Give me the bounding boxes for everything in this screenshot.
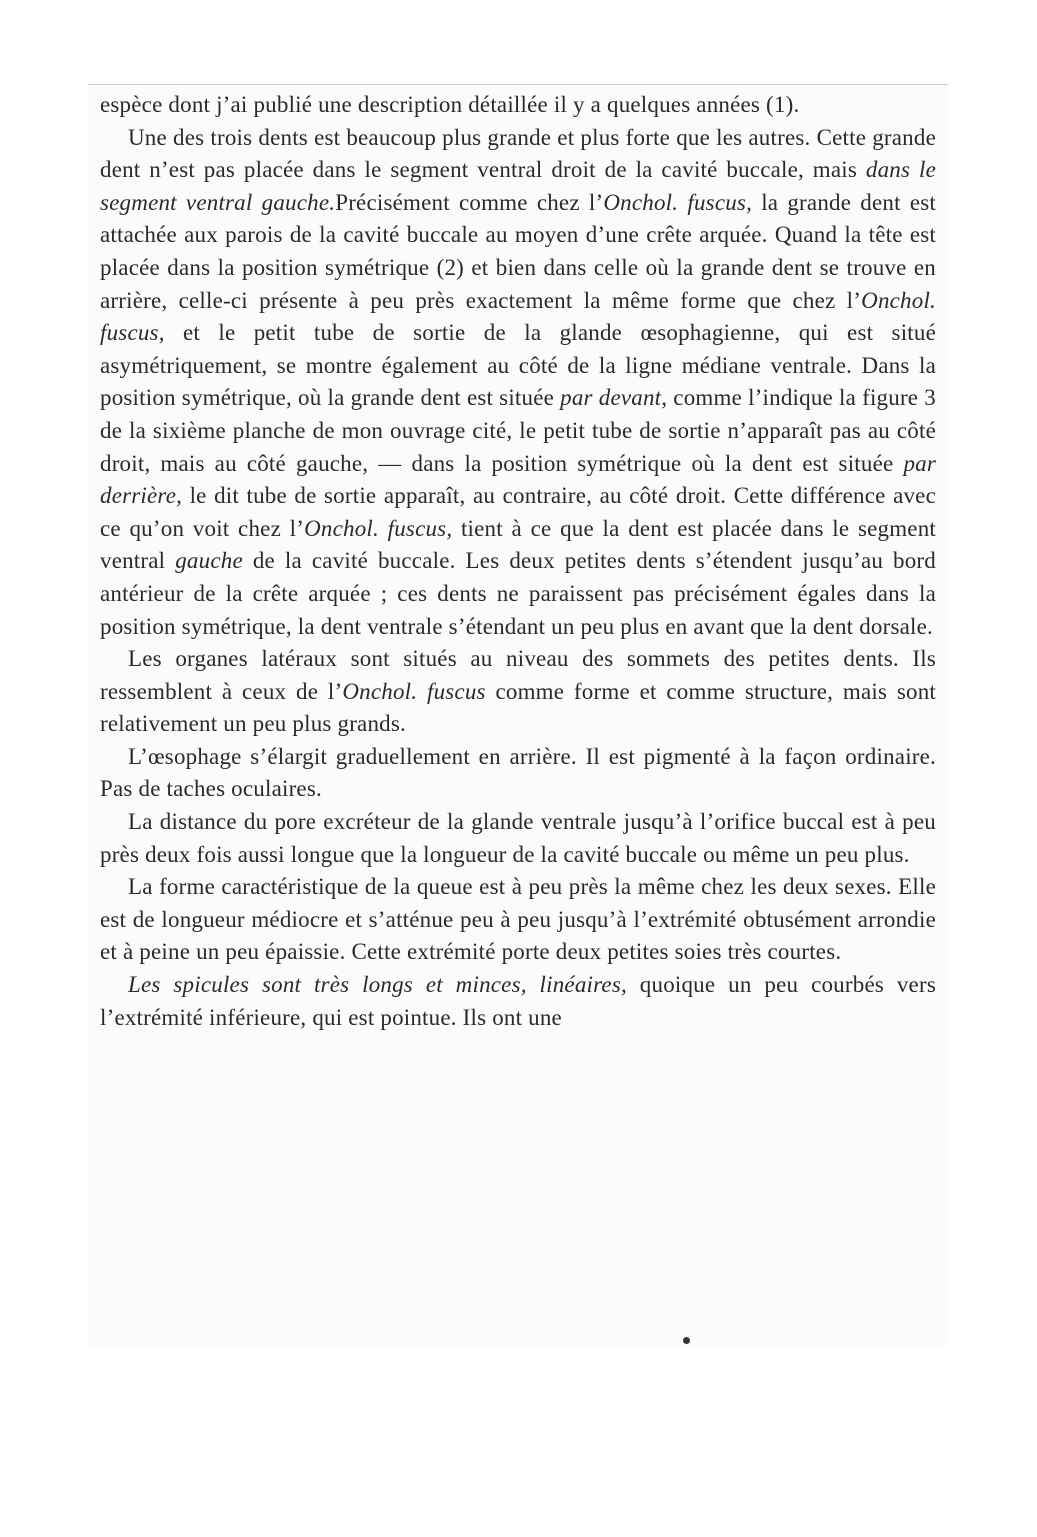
paragraph — [100, 806, 936, 871]
italic-text: gauche — [175, 548, 243, 574]
text-run: Une des trois dents est beaucoup plus grande et plus forte que les autres. Cette grande dent n’est pas placée dans le segment ventral droit de la cavité buccale, mais — [100, 124, 936, 183]
text-run: et le petit tube de sortie de la glande œsophagienne, qui est situé asymétriquement, se montre également au côté de la ligne médiane ventrale. Dans la position symétrique, où la grande dent est située — [100, 320, 936, 411]
italic-text: dans le segment ventral gauche. — [100, 157, 936, 215]
paragraph — [100, 89, 936, 122]
italic-text: par devant, — [560, 385, 668, 411]
text-run: le dit tube de sortie apparaît, au contraire, au côté droit. Cette différence avec ce qu’on voit chez l’ — [100, 483, 936, 541]
paragraph — [100, 643, 936, 741]
text-run: La distance du pore excréteur de la glande ventrale jusqu’à l’orifice buccal est à peu près deux fois aussi longue que la longueur de la cavité buccale ou même un peu plus. — [100, 809, 936, 867]
text-run: Les organes latéraux sont situés au niveau des sommets des petites dents. Ils ressemblent à ceux de l’ — [100, 646, 936, 704]
paragraph — [100, 122, 936, 644]
italic-text: Les spicules sont très longs et minces, linéaires, — [128, 972, 627, 998]
text-run: comme l’indique la figure 3 de la sixième planche de mon ouvrage cité, le petit tube de sortie n’apparaît pas au côté droit, mais au côté gauche, — dans la position symétrique où la dent est située — [100, 385, 936, 476]
italic-text: Onchol. fuscus, — [304, 515, 453, 541]
italic-text: Onchol. fuscus, — [100, 287, 936, 346]
text-run: comme forme et comme structure, mais sont relativement un peu plus grands. — [100, 678, 937, 737]
italic-text: Onchol. fuscus — [342, 678, 486, 704]
text-run: de la cavité buccale. Les deux petites dents s’étendent jusqu’au bord antérieur de la crête arquée ; ces dents ne paraissent pas précisément égales dans la position symétrique, la dent ventrale s’étendant un peu plus en avant que la dent dorsale. — [100, 548, 936, 639]
text-run: tient à ce que la dent est placée dans le segment ventral — [100, 515, 937, 574]
paragraph — [100, 871, 936, 969]
text-run: La forme caractéristique de la queue est à peu près la même chez les deux sexes. Elle est de longueur médiocre et s’atténue peu à peu jusqu’à l’extrémité obtusément arrondie et à peine un peu épaissie. Cette extrémité porte deux petites soies très courtes. — [100, 874, 936, 965]
ink-dot — [683, 1337, 690, 1344]
text-run: espèce dont j’ai publié une description détaillée il y a quelques années (1). — [100, 92, 800, 117]
italic-text: par derrière, — [100, 450, 936, 509]
scanned-page — [88, 84, 948, 1347]
page-text — [100, 89, 936, 1034]
paragraph — [100, 969, 936, 1034]
italic-text: Onchol. fuscus, — [603, 189, 753, 215]
text-run: la grande dent est attachée aux parois de la cavité buccale au moyen d’une crête arquée. Quand la tête est placée dans la position symétrique (2) et bien dans celle où la grande dent se trouve en arrière, celle-ci présente à peu près exactement la même forme que chez l’ — [100, 189, 936, 313]
text-run: quoique un peu courbés vers l’extrémité inférieure, qui est pointue. Ils ont une — [100, 972, 936, 1030]
text-run: Précisément comme chez l’ — [335, 189, 604, 215]
text-run: L’œsophage s’élargit graduellement en arrière. Il est pigmenté à la façon ordinaire. Pas de taches oculaires. — [100, 743, 936, 802]
paragraph — [100, 741, 936, 806]
